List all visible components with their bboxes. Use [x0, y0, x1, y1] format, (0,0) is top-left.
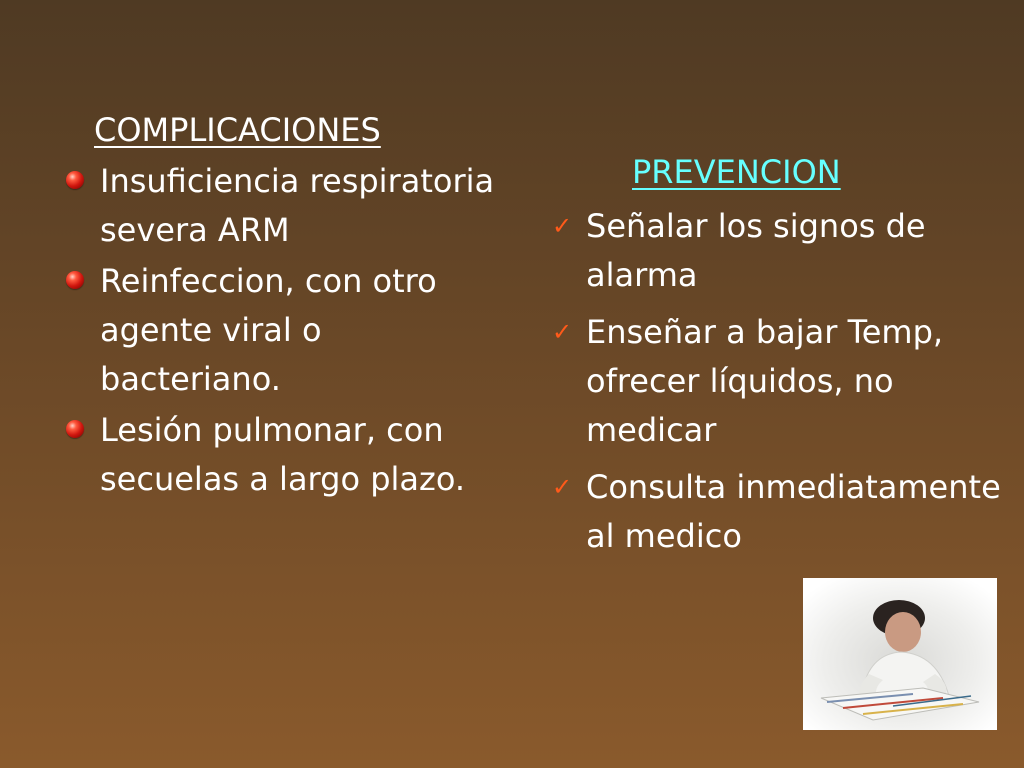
prevencion-item [548, 308, 1008, 455]
prevencion-item [548, 202, 1008, 300]
complicaciones-column [62, 106, 512, 504]
red-ball-bullet-icon [66, 271, 84, 289]
complicaciones-item-text: Lesión pulmonar, con secuelas a largo plazo. [100, 411, 465, 498]
prevencion-item-text: Enseñar a bajar Temp, ofrecer líquidos, no medicar [586, 313, 944, 449]
child-studying-illustration [803, 578, 997, 730]
prevencion-item [548, 463, 1008, 561]
complicaciones-item-text: Reinfeccion, con otro agente viral o bacteriano. [100, 262, 437, 398]
red-ball-bullet-icon [66, 420, 84, 438]
checkmark-icon: ✓ [552, 212, 573, 240]
prevencion-item-text: Señalar los signos de alarma [586, 207, 926, 294]
prevencion-column [548, 146, 1008, 561]
prevencion-list [548, 202, 1008, 561]
complicaciones-heading: COMPLICACIONES [94, 111, 381, 149]
prevencion-heading: PREVENCION [632, 153, 841, 191]
red-ball-bullet-icon [66, 171, 84, 189]
child-studying-photo [803, 578, 997, 730]
complicaciones-item [62, 157, 512, 255]
complicaciones-list [62, 157, 512, 504]
complicaciones-item-text: Insuficiencia respiratoria severa ARM [100, 162, 495, 249]
checkmark-icon: ✓ [552, 318, 573, 346]
complicaciones-item [62, 406, 512, 504]
complicaciones-item [62, 257, 512, 404]
checkmark-icon: ✓ [552, 473, 573, 501]
prevencion-item-text: Consulta inmediatamente al medico [586, 468, 1001, 555]
